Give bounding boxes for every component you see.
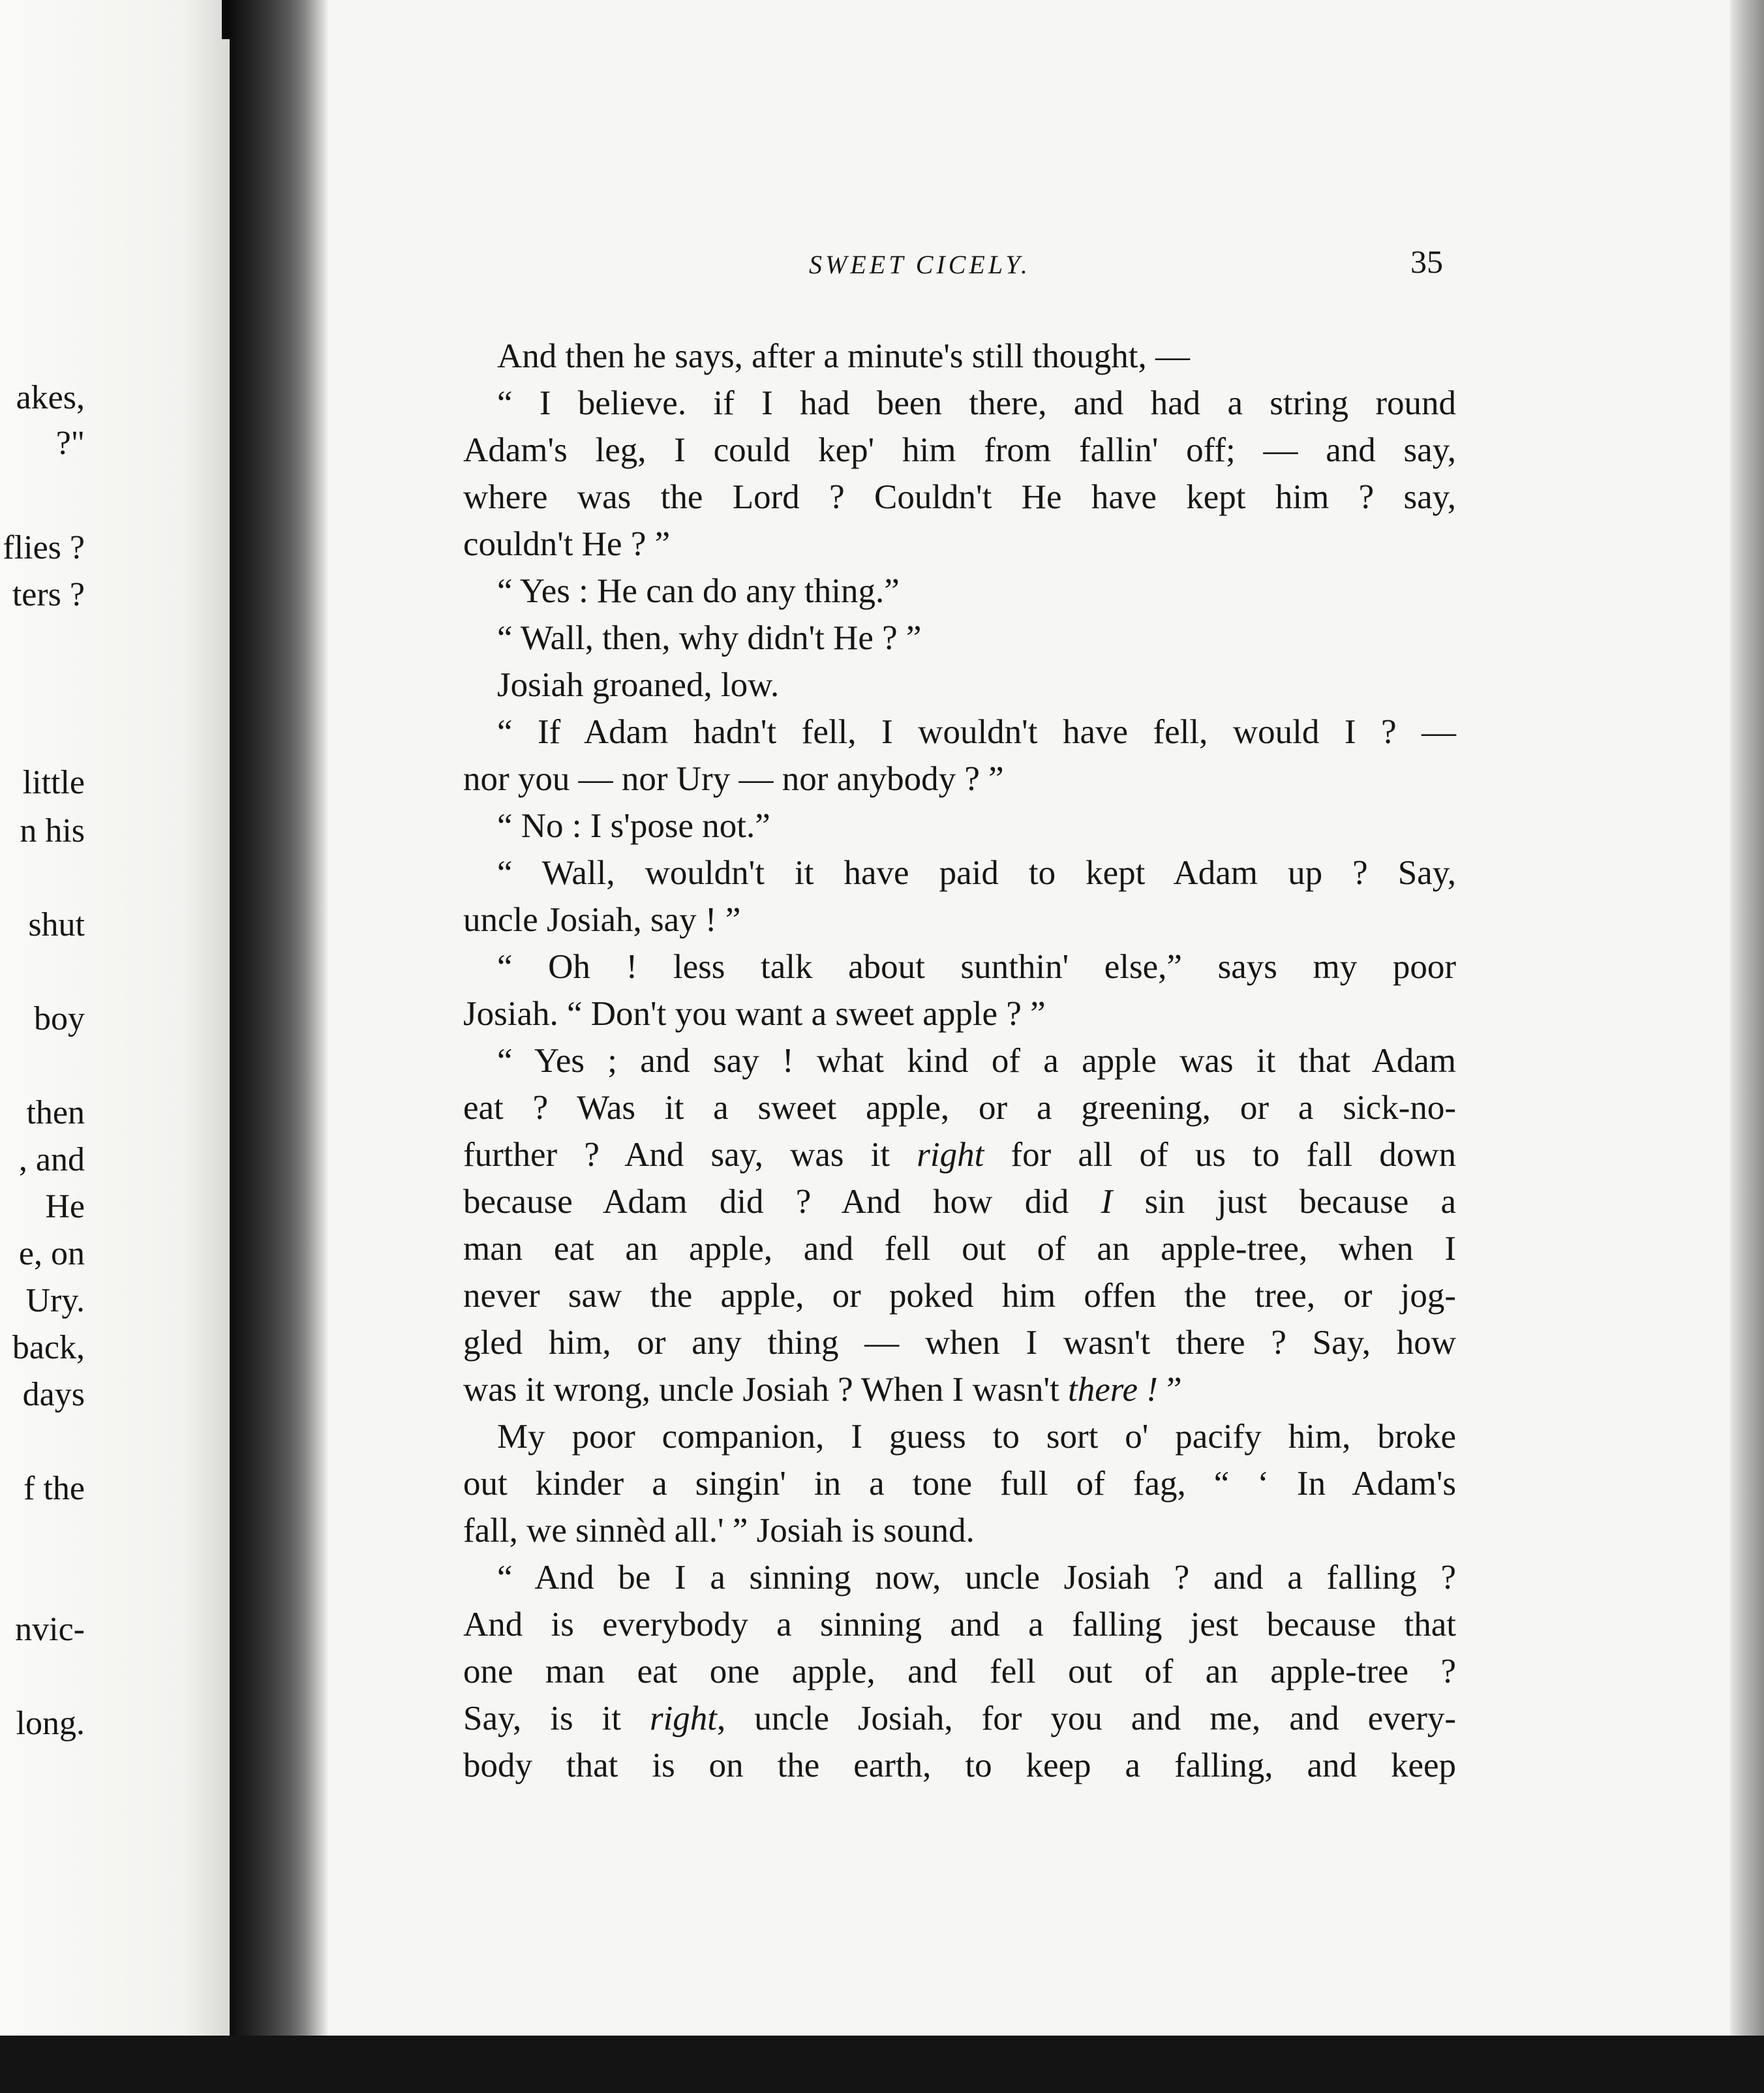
line-text: “ No : I s'pose not.” <box>497 807 770 845</box>
text-line <box>463 1131 1456 1178</box>
left-page-fragment: shut <box>28 906 85 943</box>
line-text: out kinder a singin' in a tone full of fag, “ ‘ In Adam's <box>463 1465 1456 1503</box>
left-page-fragment: flies ? <box>3 529 85 566</box>
body-text <box>463 333 1456 1789</box>
text-line <box>463 1554 1456 1601</box>
line-text: nor you — nor Ury — nor anybody ? ” <box>463 760 1004 798</box>
left-page-fragment: f the <box>23 1470 85 1507</box>
left-page-fragment: akes, <box>16 379 85 416</box>
text-line <box>463 474 1456 521</box>
text-line <box>463 615 1456 662</box>
line-text: gled him, or any thing — when I wasn't there ? Say, how <box>463 1324 1456 1362</box>
page-number: 35 <box>1410 243 1443 280</box>
left-page-fragment: , and <box>18 1141 85 1178</box>
line-text: “ Oh ! less talk about sunthin' else,” says my poor <box>497 948 1456 986</box>
line-text: “ And be I a sinning now, uncle Josiah ? and a falling ? <box>497 1559 1456 1596</box>
text-line <box>463 380 1456 427</box>
text-line <box>463 802 1456 849</box>
left-page-fragment: back, <box>12 1329 85 1366</box>
left-page-fragment: ters ? <box>12 576 85 613</box>
italic-word: there ! <box>1068 1371 1158 1409</box>
text-line <box>463 1272 1456 1319</box>
line-text: where was the Lord ? Couldn't He have kept him ? say, <box>463 478 1456 516</box>
line-text: My poor companion, I guess to sort o' pacify him, broke <box>497 1418 1456 1456</box>
text-line <box>463 1742 1456 1789</box>
text-line <box>463 1319 1456 1366</box>
line-text: Say, is it <box>463 1700 650 1737</box>
line-text: couldn't He ? ” <box>463 525 671 563</box>
left-page-fragment: ?" <box>55 425 85 462</box>
line-text: And then he says, after a minute's still thought, — <box>497 337 1191 375</box>
left-page-fragment: then <box>26 1094 85 1131</box>
text-line <box>463 1601 1456 1648</box>
line-text: eat ? Was it a sweet apple, or a greening, or a sick-no- <box>463 1089 1456 1127</box>
line-text: Adam's leg, I could kep' him from fallin' off; — and say, <box>463 431 1456 469</box>
left-page-fragment: e, on <box>18 1235 85 1272</box>
line-text: sin just because a <box>1112 1183 1456 1221</box>
line-text: for all of us to fall down <box>984 1136 1457 1174</box>
text-line <box>463 333 1456 380</box>
line-text: “ Wall, wouldn't it have paid to kept Adam up ? Say, <box>497 854 1456 892</box>
text-line <box>463 1225 1456 1272</box>
text-line <box>463 1413 1456 1460</box>
running-head: SWEET CICELY. <box>809 250 1031 279</box>
line-text: ” <box>1157 1371 1182 1409</box>
italic-word: right <box>917 1136 984 1174</box>
text-line <box>463 568 1456 615</box>
italic-word: I <box>1101 1183 1113 1221</box>
text-line <box>463 1648 1456 1695</box>
text-line <box>463 662 1456 709</box>
line-text: “ I believe. if I had been there, and had a string round <box>497 384 1456 422</box>
text-line <box>463 756 1456 802</box>
line-text: Josiah. “ Don't you want a sweet apple ? ” <box>463 995 1046 1033</box>
line-text: fall, we sinnèd all.' ” Josiah is sound. <box>463 1512 975 1550</box>
left-page-fragment: n his <box>20 812 85 849</box>
left-page-fragment: days <box>22 1376 85 1413</box>
text-line <box>463 521 1456 568</box>
text-line <box>463 1460 1456 1507</box>
line-text: was it wrong, uncle Josiah ? When I wasn't <box>463 1371 1069 1409</box>
line-text: never saw the apple, or poked him offen the tree, or jog- <box>463 1277 1456 1315</box>
line-text: “ Wall, then, why didn't He ? ” <box>497 619 922 657</box>
left-page-fragment: Ury. <box>25 1282 85 1319</box>
text-line <box>463 1037 1456 1084</box>
book-gutter <box>230 0 327 2093</box>
text-line <box>463 427 1456 474</box>
line-text: , uncle Josiah, for you and me, and every- <box>717 1700 1457 1737</box>
text-line <box>463 1695 1456 1742</box>
left-page-fragment: boy <box>34 1000 85 1037</box>
line-text: “ Yes : He can do any thing.” <box>497 572 900 610</box>
line-text: body that is on the earth, to keep a falling, and keep <box>463 1747 1456 1784</box>
text-line <box>463 1507 1456 1554</box>
line-text: man eat an apple, and fell out of an apple-tree, when I <box>463 1230 1456 1268</box>
line-text: “ Yes ; and say ! what kind of a apple was it that Adam <box>497 1042 1456 1080</box>
left-page-fragment: long. <box>16 1705 85 1742</box>
line-text: “ If Adam hadn't fell, I wouldn't have fell, would I ? — <box>497 713 1456 751</box>
line-text: further ? And say, was it <box>463 1136 917 1174</box>
left-facing-page <box>0 0 230 2036</box>
page-edge-shadow <box>1730 0 1764 2036</box>
text-line <box>463 849 1456 896</box>
text-line <box>463 709 1456 756</box>
left-page-fragment: He <box>45 1188 85 1225</box>
line-text: because Adam did ? And how did <box>463 1183 1101 1221</box>
left-page-fragment: little <box>22 764 85 801</box>
left-page-fragment: nvic- <box>15 1611 85 1648</box>
line-text: one man eat one apple, and fell out of an apple-tree ? <box>463 1653 1456 1690</box>
line-text: Josiah groaned, low. <box>497 666 780 704</box>
italic-word: right <box>649 1700 718 1737</box>
text-line <box>463 896 1456 943</box>
scan-bottom-border <box>0 2036 1764 2093</box>
text-line <box>463 1178 1456 1225</box>
text-line <box>463 1366 1456 1413</box>
text-line <box>463 990 1456 1037</box>
line-text: And is everybody a sinning and a falling jest because that <box>463 1606 1456 1643</box>
text-line <box>463 1084 1456 1131</box>
line-text: uncle Josiah, say ! ” <box>463 901 741 939</box>
text-line <box>463 943 1456 990</box>
